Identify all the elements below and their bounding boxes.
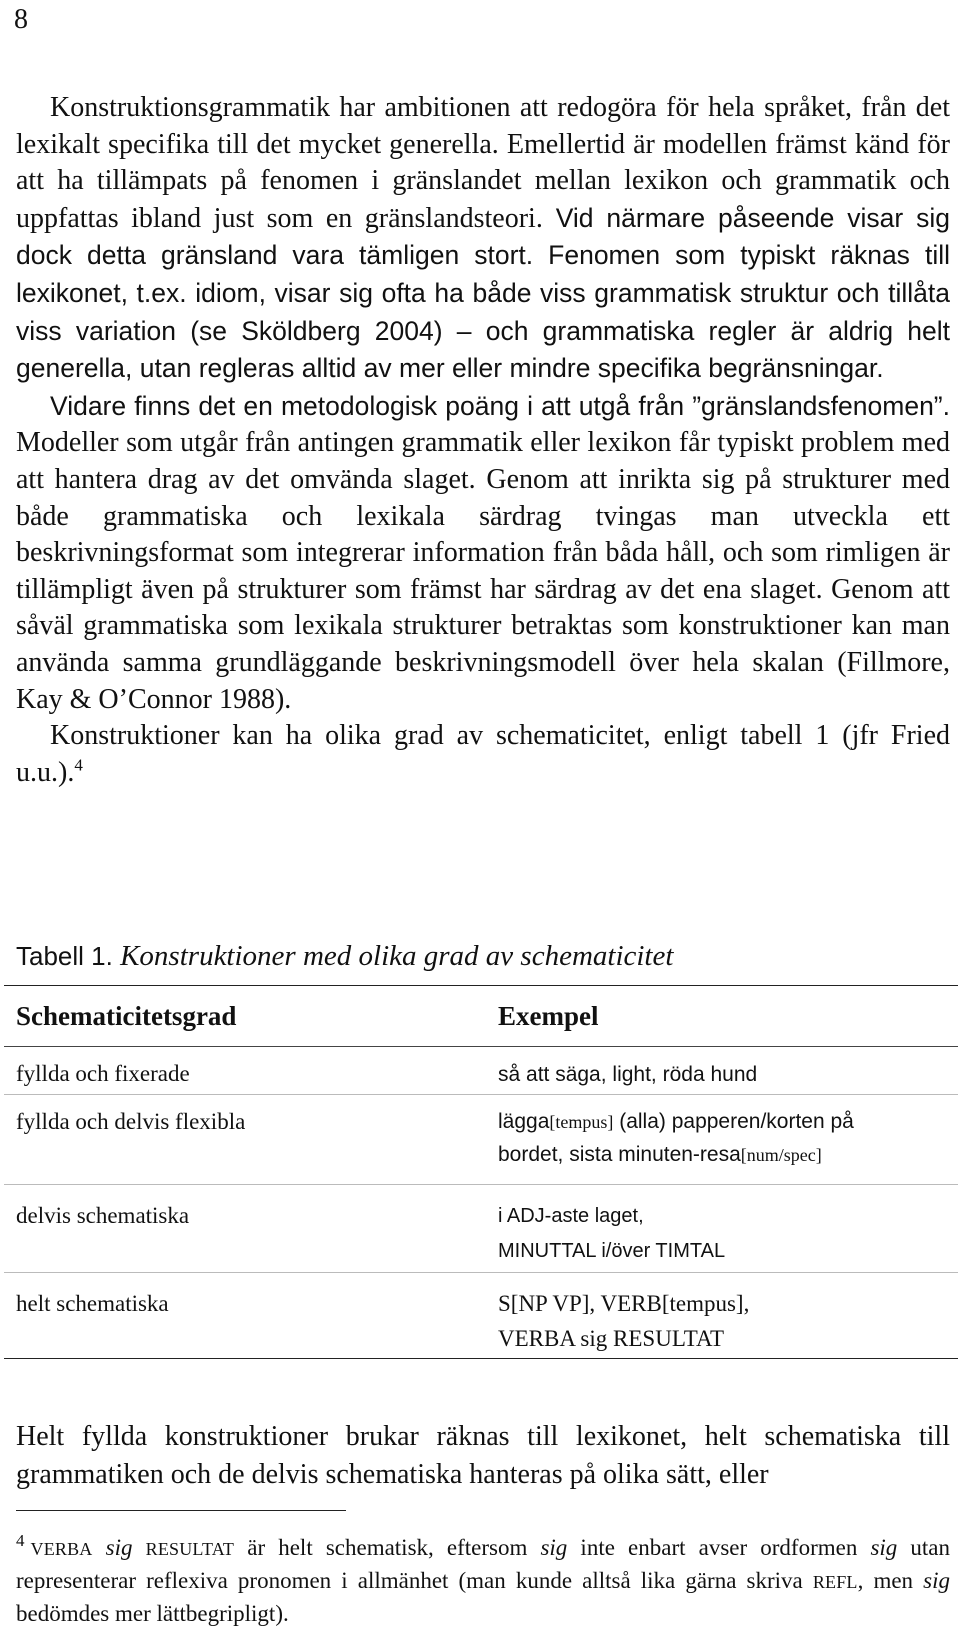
table-caption-title: Konstruktioner med olika grad av schematicitet xyxy=(120,940,674,972)
paragraph-3 xyxy=(16,718,950,791)
example-text: bordet, sista minuten-resa xyxy=(498,1143,741,1166)
cell-degree: fyllda och fixerade xyxy=(16,1061,190,1086)
paragraph-1 xyxy=(16,90,950,388)
footnote-segment: , men xyxy=(857,1568,924,1593)
table-row xyxy=(4,1273,958,1358)
continuation-text xyxy=(16,1418,950,1494)
paragraph-2-part-2: Modeller som utgår från antingen grammatik eller lexikon får typiskt problem med att hantera drag av det omvända slaget. Genom att inrikta sig på strukturer med både grammatiska och lexikala särdrag tvingas man utveckla ett beskrivningsformat som integrerar information från båda håll, och som rimligen är tillämpligt även på strukturer som främst har särdrag av det ena slaget. Genom att såväl grammatiska som lexikala strukturer betraktas som konstruktioner kan man använda samma grundläggande beskrivningsmodell över hela skalan (Fillmore, Kay & O’Connor 1988). xyxy=(16,427,950,715)
footnote-term: sig xyxy=(540,1535,568,1560)
cell-degree: helt schematiska xyxy=(16,1291,169,1316)
example-text: (alla) papperen/korten på xyxy=(613,1110,854,1133)
cell-degree: delvis schematiska xyxy=(16,1203,190,1228)
footnote-segment: bedömdes mer lättbegripligt). xyxy=(16,1601,289,1626)
footnote-term: sig xyxy=(870,1535,898,1560)
footnote-term: sig xyxy=(105,1535,133,1560)
example-tag: [num/spec] xyxy=(740,1145,822,1165)
table-caption xyxy=(16,940,673,973)
table-row xyxy=(4,1185,958,1273)
footnote-text xyxy=(16,1532,950,1630)
example-line xyxy=(498,1135,958,1175)
paragraph-1-part-2: Vid närmare påseende visar sig dock detta gränsland vara tämligen stort. Fenomen som typiskt räknas till lexikonet, t.ex. idiom, visar sig ofta ha både viss grammatisk struktur och tillåta viss variation (se Sköldberg 2004) – och grammatiska regler är aldrig helt generella, utan regleras alltid av mer eller mindre specifika begränsningar. xyxy=(16,202,950,384)
page-number: 8 xyxy=(14,4,28,35)
paragraph-2-part-1: Vidare finns det en metodologisk poäng i att utgå från ”gränslandsfenomen”. xyxy=(50,390,950,421)
example-line: VERBA sig RESULTAT xyxy=(498,1326,725,1351)
cell-example xyxy=(478,1061,958,1094)
footnote-segment: är helt schematisk, eftersom xyxy=(234,1535,541,1560)
example-line: MINUTTAL i/över TIMTAL xyxy=(498,1240,726,1262)
example-text: så att säga, light, röda hund xyxy=(498,1063,758,1086)
paragraph-1-part-1: Konstruktionsgrammatik har ambitionen att redogöra för hela språket, från det lexikalt specifika till det mycket generella. Emellertid är modellen främst känd för att ha tillämpats på fenomen i gränslandet mellan lexikon och grammatik och uppfattas ibland just som en gränslandsteori. xyxy=(16,92,950,234)
table-row xyxy=(4,1095,958,1185)
footnote-reference: 4 xyxy=(74,755,83,775)
table-row xyxy=(4,1047,958,1095)
paragraph-4: Helt fyllda konstruktioner brukar räknas till lexikonet, helt schematiska till grammatiken och de delvis schematiska hanteras på olika sätt, eller xyxy=(16,1421,950,1490)
footnote-term: REFL xyxy=(812,1572,858,1592)
example-line: S[NP VP], VERB[tempus], xyxy=(498,1291,750,1316)
footnote-term: VERBA xyxy=(30,1539,93,1559)
footnote-term: sig xyxy=(923,1568,950,1593)
cell-example xyxy=(478,1109,958,1184)
example-tag: [tempus] xyxy=(549,1112,614,1132)
cell-example xyxy=(478,1203,958,1272)
example-line: i ADJ-aste laget, xyxy=(498,1205,644,1227)
footnote xyxy=(16,1532,950,1630)
footnote-number: 4 xyxy=(16,1531,25,1551)
footnote-divider xyxy=(16,1510,346,1511)
table-caption-label: Tabell 1. xyxy=(16,941,113,971)
footnote-segment: utan representerar reflexiva pronomen i allmänhet (man kunde alltså lika gärna skriva xyxy=(16,1535,951,1593)
paragraph-3-text: Konstruktioner kan ha olika grad av schematicitet, enligt tabell 1 (jfr Fried u.u.). xyxy=(16,720,950,788)
cell-example xyxy=(478,1291,958,1358)
example-text: lägga xyxy=(498,1110,550,1133)
schematicity-table xyxy=(4,985,958,1359)
cell-degree: fyllda och delvis flexibla xyxy=(16,1109,246,1134)
paragraph-2 xyxy=(16,388,950,718)
table-header-row xyxy=(4,986,958,1047)
header-example: Exempel xyxy=(498,1000,599,1031)
footnote-segment: inte enbart avser ordformen xyxy=(567,1535,871,1560)
body-text xyxy=(16,90,950,791)
example-line xyxy=(498,1109,958,1135)
footnote-term: RESULTAT xyxy=(145,1539,235,1559)
header-degree: Schematicitetsgrad xyxy=(16,1000,237,1031)
